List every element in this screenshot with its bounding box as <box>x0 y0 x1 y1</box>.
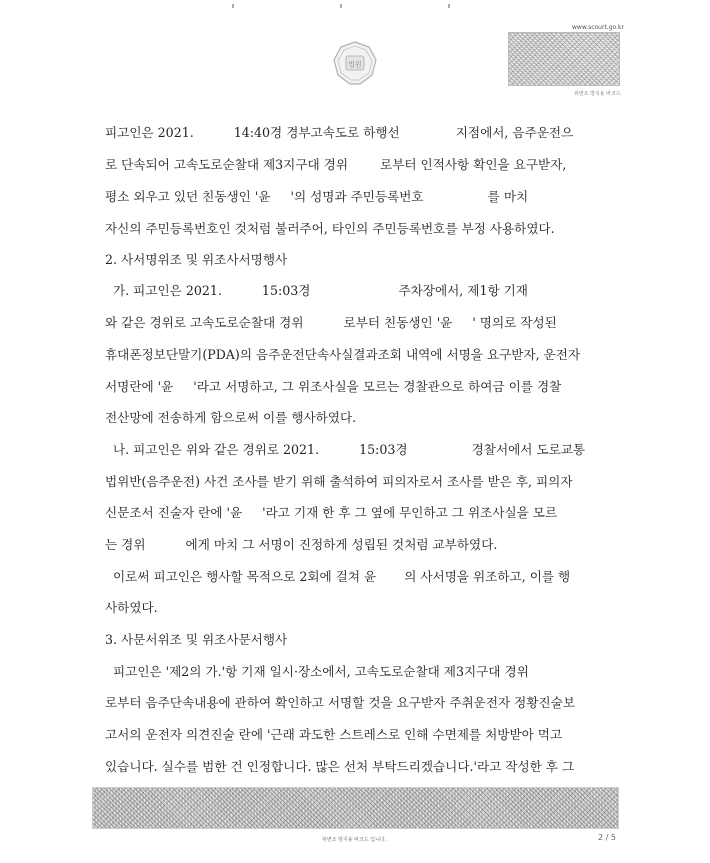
body-line: 고서의 운전자 의견진술 란에 '근래 과도한 스트레스로 인해 수면제를 처방받아 먹고 <box>105 727 563 742</box>
page-number: 2 / 5 <box>598 833 616 842</box>
body-line: 법위반(음주운전) 사건 조사를 받기 위해 출석하여 피의자로서 조사를 받은 후, 피의자 <box>105 474 573 489</box>
section-heading: 2. 사서명위조 및 위조사서명행사 <box>105 252 288 267</box>
body-line: 피고인은 2021. 14:40경 경부고속도로 하행선 지점에서, 음주운전으 <box>105 125 574 140</box>
barcode-caption: 위변조 방지용 바코드 <box>574 91 621 97</box>
footer-note: 위변조 방지용 바코드 입니다. <box>322 837 387 843</box>
court-url: www.scourt.go.kr <box>572 24 624 31</box>
body-line: 나. 피고인은 위와 같은 경위로 2021. 15:03경 경찰서에서 도로교통 <box>105 442 586 457</box>
body-line: 는 경위 에게 마치 그 서명이 진정하게 성립된 것처럼 교부하였다. <box>105 537 498 552</box>
scan-mark <box>232 4 234 8</box>
body-line: 자신의 주민등록번호인 것처럼 불러주어, 타인의 주민등록번호를 부정 사용하였다. <box>105 221 555 236</box>
body-line: 와 같은 경위로 고속도로순찰대 경위 로부터 친동생인 '윤 ' 명의로 작성된 <box>105 315 557 330</box>
anti-forgery-barcode <box>508 32 620 86</box>
anti-forgery-barcode-footer <box>92 787 619 829</box>
section-heading: 3. 사문서위조 및 위조사문서행사 <box>105 632 288 647</box>
body-line: 신문조서 진술자 란에 '윤 '라고 기재 한 후 그 옆에 무인하고 그 위조사실을 모르 <box>105 505 558 520</box>
body-line: 로부터 음주단속내용에 관하여 확인하고 서명할 것을 요구받자 주취운전자 정황진술보 <box>105 695 575 710</box>
body-line: 가. 피고인은 2021. 15:03경 주차장에서, 제1항 기재 <box>105 283 528 298</box>
svg-text:법원: 법원 <box>348 60 362 69</box>
body-line: 전산망에 전송하게 함으로써 이를 행사하였다. <box>105 410 357 425</box>
body-line: 평소 외우고 있던 친동생인 '윤 '의 성명과 주민등록번호 를 마치 <box>105 189 529 204</box>
body-line: 피고인은 '제2의 가.'항 기재 일시·장소에서, 고속도로순찰대 제3지구대 경위 <box>105 664 529 679</box>
body-line: 이로써 피고인은 행사할 목적으로 2회에 걸쳐 윤 의 사서명을 위조하고, 이를 행 <box>105 569 571 584</box>
body-line: 서명란에 '윤 '라고 서명하고, 그 위조사실을 모르는 경찰관으로 하여금 이를 경찰 <box>105 379 562 394</box>
body-line: 휴대폰정보단말기(PDA)의 음주운전단속사실결과조회 내역에 서명을 요구받자, 운전자 <box>105 347 581 362</box>
body-line: 사하였다. <box>105 600 158 615</box>
body-line: 있습니다. 실수를 범한 건 인정합니다. 많은 선처 부탁드리겠습니다.'라고 작성한 후 그 <box>105 759 575 774</box>
body-line: 로 단속되어 고속도로순찰대 제3지구대 경위 로부터 인적사항 확인을 요구받자, <box>105 157 567 172</box>
court-seal-logo <box>332 40 378 86</box>
scan-mark <box>448 4 450 8</box>
scan-mark <box>340 4 342 8</box>
